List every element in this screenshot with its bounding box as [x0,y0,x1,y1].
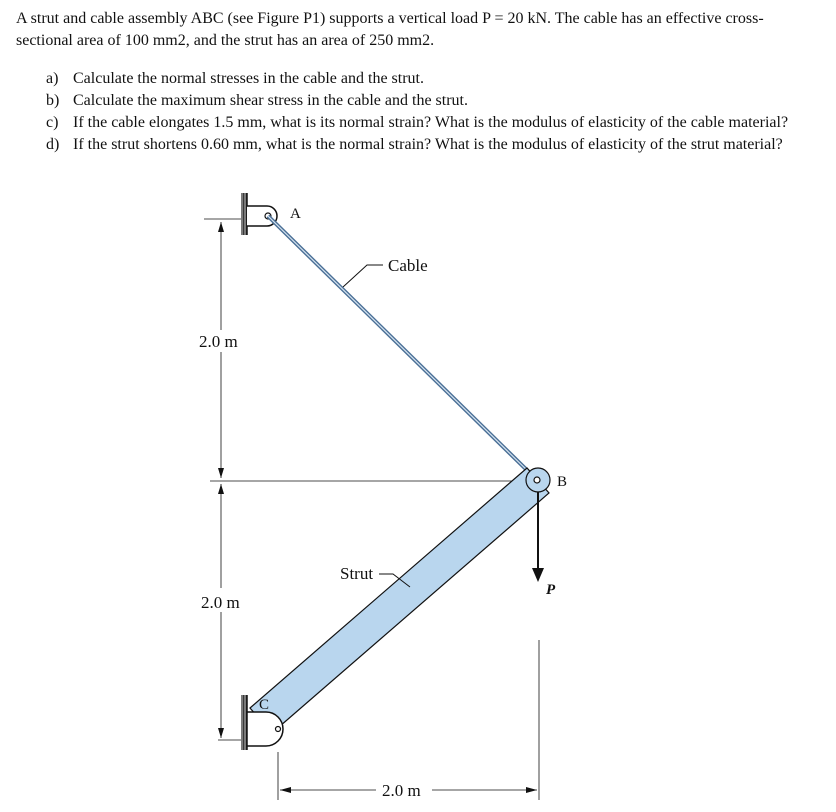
wall-support-a [204,193,277,235]
question-label: d) [46,136,60,153]
dim-upper-label: 2.0 m [199,332,238,351]
question-label: b) [46,92,60,109]
dim-horizontal-label: 2.0 m [382,781,421,800]
load-arrow [532,492,556,598]
question-label: c) [46,114,59,131]
load-label: P [546,582,556,598]
question-text: If the cable elongates 1.5 mm, what is its normal strain? What is the modulus of elasticity of the cable material? [73,114,789,131]
strut-label: Strut [340,564,374,583]
question-text: Calculate the normal stresses in the cable and the strut. [73,70,424,87]
question-text: If the strut shortens 0.60 mm, what is the normal strain? What is the modulus of elasticity of the strut material? [73,136,783,153]
cable-callout [343,256,428,287]
dimension-upper [199,222,238,478]
strut [250,468,549,733]
label-c: C [259,697,270,713]
problem-statement: A strut and cable assembly ABC (see Figure P1) supports a vertical load P = 20 kN. The cable has an effective cross-sectional area of 100 mm2, and the strut has an area of 250 mm2. [16,10,764,49]
label-a: A [290,206,301,222]
pin-b [526,468,550,492]
dim-lower-label: 2.0 m [201,593,240,612]
cable-label: Cable [388,256,428,275]
dimension-lower [201,484,240,738]
question-text: Calculate the maximum shear stress in the cable and the strut. [73,92,468,109]
label-b: B [557,474,568,490]
question-label: a) [46,70,59,87]
